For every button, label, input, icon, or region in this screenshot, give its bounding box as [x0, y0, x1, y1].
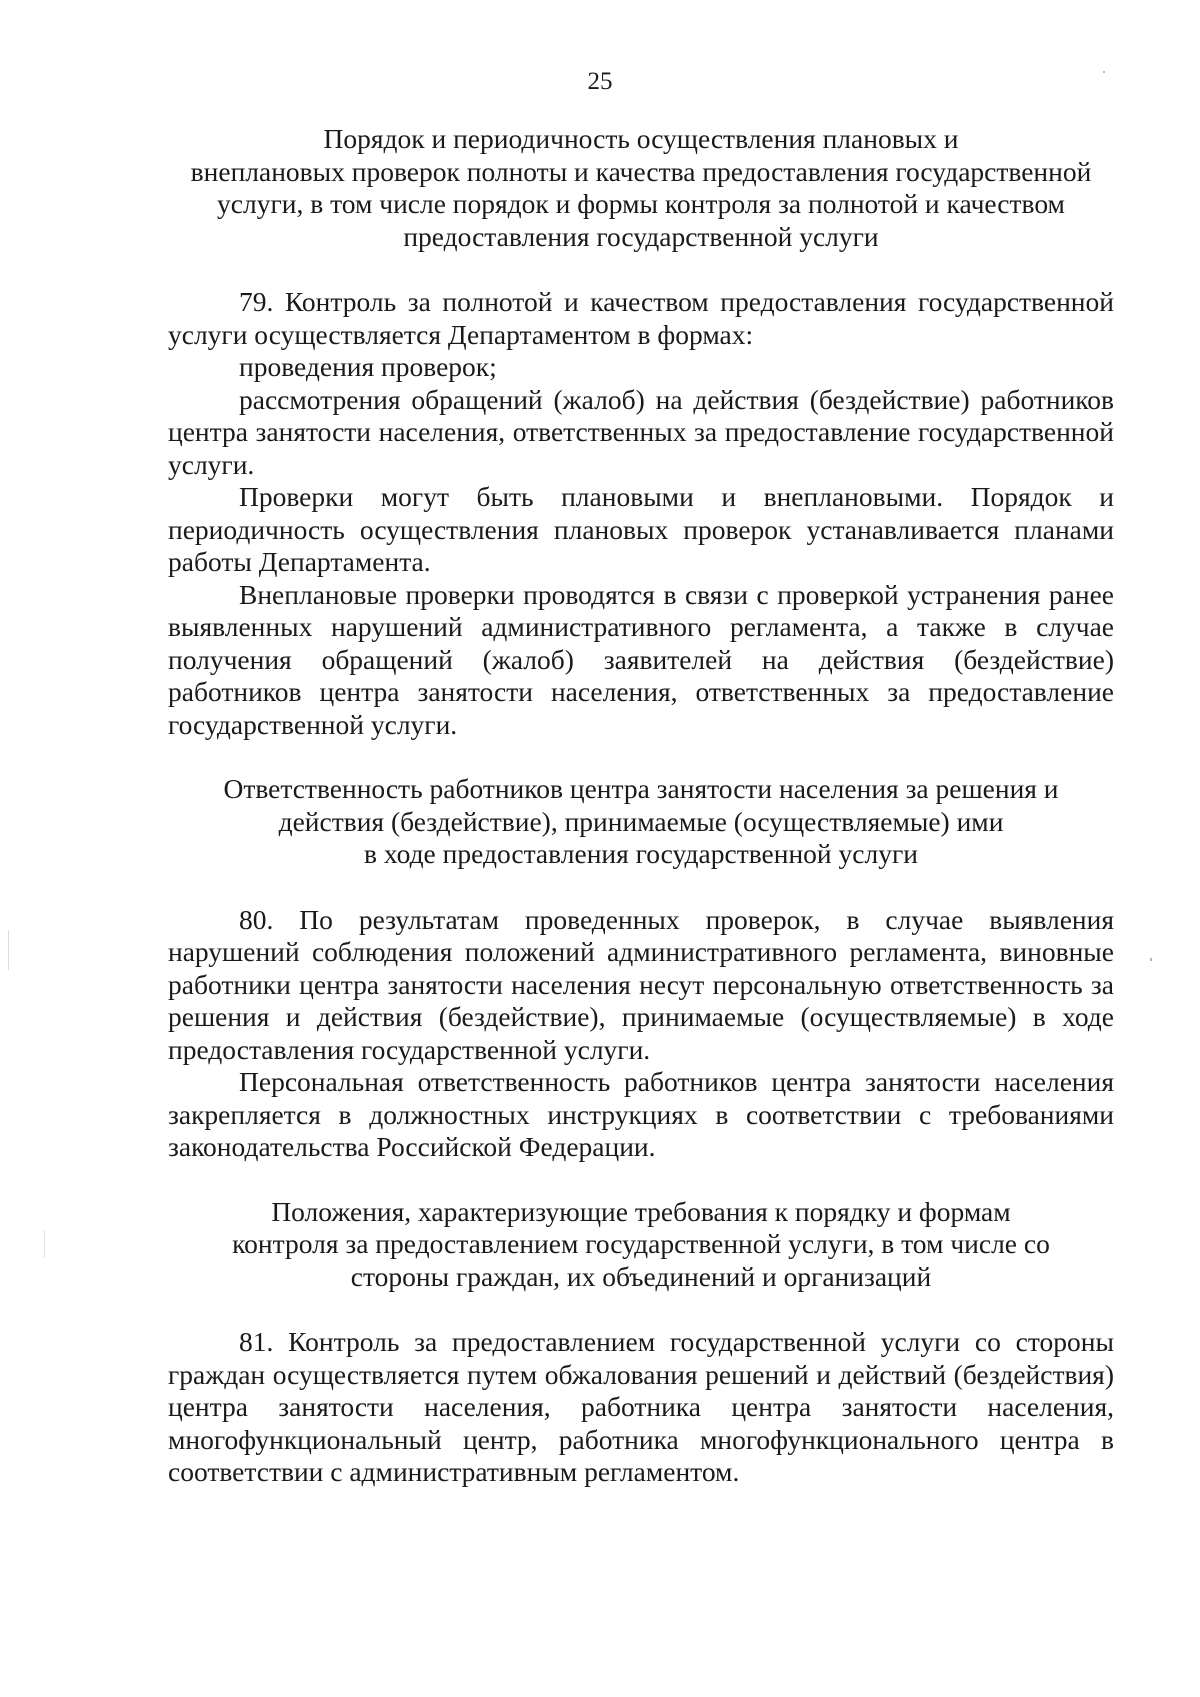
heading-line: контроля за предоставлением государственной услуги, в том числе со: [232, 1228, 1050, 1259]
scan-speck: [1150, 958, 1152, 961]
heading-line: Ответственность работников центра занятости населения за решения и: [223, 773, 1059, 804]
heading-line: в ходе предоставления государственной услуги: [364, 838, 918, 869]
paragraph: 81. Контроль за предоставлением государственной услуги со стороны граждан осуществляется путем обжалования решений и действий (бездействия) центра занятости населения, работника центра занятости населения, многофункциональный центр, работника многофункционального центра в соответствии с административным регламентом.: [168, 1326, 1114, 1487]
scan-speck: [8, 930, 9, 970]
paragraph: 80. По результатам проведенных проверок, в случае выявления нарушений соблюдения положений административного регламента, виновные работники центра занятости населения несут персональную ответственность за решения и действия (бездействие), принимаемые (осуществляемые) в ходе предоставления государственной услуги.: [168, 903, 1114, 1065]
heading-line: действия (бездействие), принимаемые (осуществляемые) ими: [278, 805, 1004, 837]
section-heading: [168, 123, 1114, 253]
heading-line: Порядок и периодичность осуществления плановых и: [323, 123, 959, 154]
heading-line: Положения, характеризующие требования к порядку и формам: [271, 1195, 1011, 1227]
heading-line: предоставления государственной услуги: [403, 220, 879, 252]
page-content: [168, 123, 1114, 1489]
scan-speck: [1103, 71, 1105, 73]
section-heading: [168, 1196, 1114, 1294]
page-number: 25: [587, 68, 613, 95]
paragraph: Проверки могут быть плановыми и внеплановыми. Порядок и периодичность осуществления плановых проверок устанавливается планами работы Департамента.: [168, 481, 1114, 577]
section-heading: [168, 773, 1114, 871]
paragraph: проведения проверок;: [239, 351, 497, 382]
paragraph: 79. Контроль за полнотой и качеством предоставления государственной услуги осуществляется Департаментом в формах:: [168, 286, 1114, 350]
heading-line: услуги, в том числе порядок и формы контроля за полнотой и качеством: [217, 188, 1065, 219]
scan-speck: [44, 1230, 45, 1258]
heading-line: стороны граждан, их объединений и организаций: [350, 1260, 932, 1292]
heading-line: внеплановых проверок полноты и качества предоставления государственной: [190, 155, 1092, 187]
paragraph: рассмотрения обращений (жалоб) на действия (бездействие) работников центра занятости населения, ответственных за предоставление государственной услуги.: [168, 383, 1114, 480]
paragraph: Персональная ответственность работников центра занятости населения закрепляется в должностных инструкциях в соответствии с требованиями законодательства Российской Федерации.: [168, 1066, 1114, 1162]
paragraph: Внеплановые проверки проводятся в связи с проверкой устранения ранее выявленных нарушений административного регламента, а также в случае получения обращений (жалоб) заявителей на действия (бездействие) работников центра занятости населения, ответственных за предоставление государственной услуги.: [168, 578, 1114, 740]
